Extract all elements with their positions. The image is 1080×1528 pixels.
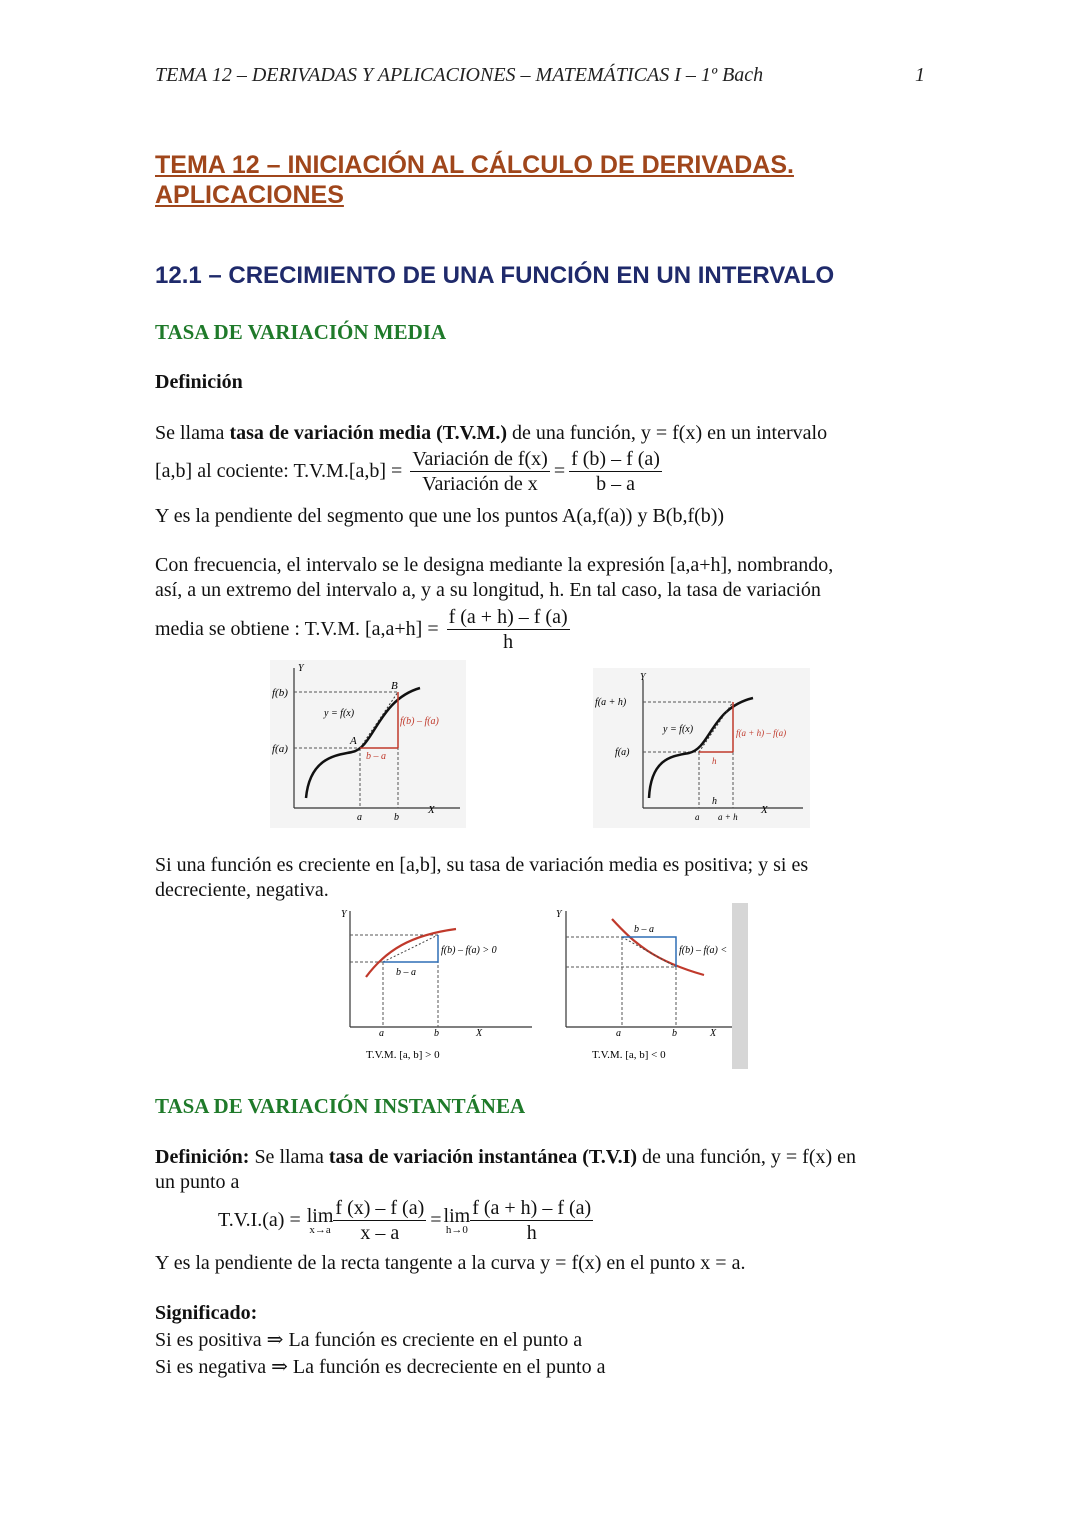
title-line-2: APLICACIONES	[155, 181, 344, 209]
running-header: TEMA 12 – DERIVADAS Y APLICACIONES – MATEMÁTICAS I – 1º Bach	[155, 64, 764, 86]
b-tick-label: b	[672, 1028, 677, 1039]
secant-line	[383, 935, 438, 962]
text-line	[155, 1145, 945, 1170]
significado-negative	[155, 1355, 935, 1380]
denominator: h	[503, 631, 514, 653]
fah-label: f(a + h)	[595, 697, 627, 708]
curve-label: y = f(x)	[324, 708, 355, 719]
formula-prefix: [a,b] al cociente: T.V.M.[a,b] =	[155, 460, 403, 482]
lim-subscript: x→a	[309, 1223, 331, 1236]
fraction	[470, 1196, 593, 1245]
fraction	[410, 447, 550, 496]
tvi-formula	[218, 1196, 593, 1245]
page-number: 1	[915, 64, 925, 86]
diff-label: f(b) – f(a)	[400, 716, 439, 727]
point-b-label: B	[391, 680, 398, 692]
denominator: x – a	[360, 1222, 400, 1244]
term: tasa de variación instantánea (T.V.I)	[328, 1146, 638, 1168]
base-label: b – a	[396, 967, 416, 978]
text-line: decreciente, negativa.	[155, 879, 329, 901]
formula-prefix: T.V.I.(a) =	[218, 1209, 301, 1231]
text-line: así, a un extremo del intervalo a, y a su longitud, h. En tal caso, la tasa de variación	[155, 579, 821, 601]
y-axis-label: Y	[298, 663, 304, 674]
term: tasa de variación media (T.V.M.)	[229, 422, 508, 444]
lim-text: lim	[443, 1204, 471, 1227]
numerator: f (a + h) – f (a)	[448, 606, 568, 628]
text: Si es negativa	[155, 1356, 267, 1378]
implies-arrow: ⇒	[271, 1356, 288, 1378]
y-axis-label: Y	[556, 909, 562, 920]
limit	[443, 1204, 471, 1236]
y-axis-label: Y	[640, 672, 646, 683]
significado-positive	[155, 1328, 935, 1353]
tvi-definition-text	[155, 1145, 945, 1195]
equals: =	[553, 460, 566, 482]
numerator: f (x) – f (a)	[335, 1197, 425, 1219]
figure-tvm-ah	[593, 668, 810, 828]
h-label-red: h	[712, 756, 717, 766]
tvm-heading: TASA DE VARIACIÓN MEDIA	[155, 320, 447, 344]
text: Se llama	[249, 1146, 329, 1168]
numerator: f (a + h) – f (a)	[472, 1197, 592, 1219]
a-tick-label: a	[616, 1028, 621, 1039]
equals: =	[430, 1209, 442, 1231]
significado-label: Significado:	[155, 1302, 258, 1324]
b-tick-label: b	[394, 812, 399, 823]
h-label: h	[712, 796, 717, 807]
x-axis-label: X	[476, 1028, 483, 1039]
secant-line	[360, 692, 398, 748]
a-tick-label: a	[379, 1028, 384, 1039]
lim-subscript: h→0	[445, 1223, 468, 1236]
limit	[306, 1204, 334, 1236]
term: Definición:	[155, 1146, 250, 1168]
caption: T.V.M. [a, b] > 0	[366, 1049, 440, 1061]
text: de una función, y = f(x) en un intervalo	[507, 422, 828, 444]
diff-label: f(a + h) – f(a)	[736, 728, 787, 738]
title-line-1: TEMA 12 – INICIACIÓN AL CÁLCULO DE DERIVADAS.	[155, 151, 794, 179]
text-line: Con frecuencia, el intervalo se le designa mediante la expresión [a,a+h], nombrando,	[155, 554, 834, 576]
document-title	[155, 150, 955, 210]
fa-label: f(a)	[272, 743, 288, 755]
lim-text: lim	[306, 1204, 334, 1227]
tvm-definition-label: Definición	[155, 371, 243, 393]
tvm-sign-text	[155, 853, 955, 903]
diff-label: f(b) – f(a) <	[679, 945, 728, 956]
x-axis-label: X	[710, 1028, 717, 1039]
tvm-definition-text	[155, 421, 935, 446]
fraction	[333, 1196, 426, 1245]
a-tick-label: a	[695, 812, 700, 822]
x-axis-label: X	[428, 804, 435, 816]
fraction	[447, 605, 570, 654]
y-axis-label: Y	[341, 909, 347, 920]
base-label: b – a	[366, 751, 386, 762]
diff-label: f(b) – f(a) > 0	[441, 945, 497, 956]
denominator: b – a	[596, 473, 635, 495]
formula-prefix: media se obtiene : T.V.M. [a,a+h] =	[155, 618, 439, 640]
a-tick-label: a	[357, 812, 362, 823]
curve-label: y = f(x)	[663, 724, 694, 735]
base-label: b – a	[634, 924, 654, 935]
text-line: Si una función es creciente en [a,b], su tasa de variación media es positiva; y si es	[155, 854, 809, 876]
x-axis-label: X	[761, 804, 768, 816]
point-a-label: A	[350, 735, 357, 747]
ah-tick-label: a + h	[718, 812, 738, 822]
text: Se llama	[155, 422, 230, 444]
tvm-interval-text	[155, 553, 955, 603]
numerator: f (b) – f (a)	[571, 448, 660, 470]
function-curve	[649, 698, 753, 798]
text: La función es decreciente en el punto a	[287, 1356, 606, 1378]
fraction	[569, 447, 662, 496]
fa-label: f(a)	[615, 747, 630, 758]
fb-label: f(b)	[272, 687, 288, 699]
text: La función es creciente en el punto a	[283, 1329, 583, 1351]
scan-edge	[732, 903, 748, 1069]
section-title: 12.1 – CRECIMIENTO DE UNA FUNCIÓN EN UN INTERVALO	[155, 262, 835, 289]
text: de una función, y = f(x) en	[637, 1146, 857, 1168]
denominator: Variación de x	[422, 473, 538, 495]
tvm-formula	[155, 447, 662, 496]
tvm-slope-text: Y es la pendiente del segmento que une los puntos A(a,f(a)) y B(b,f(b))	[155, 505, 725, 527]
tvi-heading: TASA DE VARIACIÓN INSTANTÁNEA	[155, 1094, 526, 1118]
numerator: Variación de f(x)	[412, 448, 548, 470]
implies-arrow: ⇒	[266, 1329, 284, 1351]
text: Si es positiva	[155, 1329, 262, 1351]
b-tick-label: b	[434, 1028, 439, 1039]
figure-increasing	[336, 905, 536, 1065]
text-line: un punto a	[155, 1171, 240, 1193]
caption: T.V.M. [a, b] < 0	[592, 1049, 666, 1061]
denominator: h	[526, 1222, 537, 1244]
tvi-slope-text: Y es la pendiente de la recta tangente a la curva y = f(x) en el punto x = a.	[155, 1252, 746, 1274]
figure-tvm-ab	[270, 660, 466, 828]
figure-decreasing	[554, 903, 748, 1069]
tvm-formula-h	[155, 605, 570, 654]
